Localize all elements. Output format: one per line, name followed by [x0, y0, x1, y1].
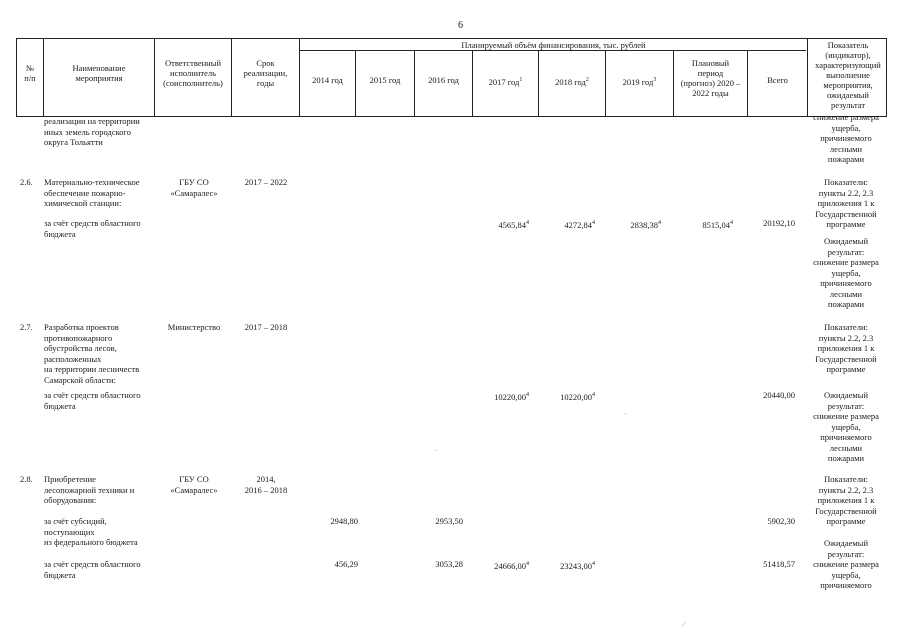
row-number: 2.7. — [20, 322, 33, 332]
funding-source: за счёт средств областного бюджета — [44, 390, 141, 411]
responsible-executor: ГБУ СО «Самаралес» — [170, 474, 218, 495]
col-header-2018: 2018 год$^2$ — [555, 76, 589, 87]
col-header-2014: 2014 год — [312, 75, 343, 85]
value-total: 20192,10 — [763, 218, 795, 228]
col-header-period: Срок реализации, годы — [243, 58, 288, 88]
expected-result-block: Ожидаемый результат: снижение размера ущерба, причиняемого лесными пожарами — [813, 390, 879, 463]
col-header-2015: 2015 год — [369, 75, 401, 85]
value-2018: 10220,00$^4$ — [560, 391, 595, 402]
col-header-indicator: Показатель (индикатор), характеризующий выполнение мероприятия, ожидаемый результат — [815, 40, 881, 110]
expected-result-block: Ожидаемый результат: снижение размера ущерба, причиняемого лесными пожарами — [813, 236, 879, 309]
col-header-planned: Плановый период (прогноз) 2020 – 2022 годы — [680, 58, 741, 98]
carryover-indicator: снижение размера ущерба, причиняемого лесными пожарами — [813, 112, 879, 164]
value-2017: 10220,00$^4$ — [494, 391, 529, 402]
col-header-2016: 2016 год — [428, 75, 459, 85]
activity-name: Приобретение лесопожарной техники и оборудования: — [44, 474, 135, 505]
group-divider — [299, 50, 806, 51]
value-planned: 8515,04$^4$ — [702, 219, 733, 230]
funding-source-federal: за счёт субсидий, поступающих из федерального бюджета — [44, 516, 138, 547]
scan-speck: ⁄ — [683, 620, 685, 629]
indicator-block: Показатели: пункты 2.2, 2.3 приложения 1 к Государственной программе — [815, 322, 877, 374]
regional-2018: 23243,00$^4$ — [560, 560, 595, 571]
federal-2016: 2953,50 — [435, 516, 463, 526]
row-number: 2.6. — [20, 177, 33, 187]
indicator-block: Показатели: пункты 2.2, 2.3 приложения 1 к Государственной программе — [815, 474, 877, 526]
col-header-total: Всего — [767, 75, 788, 85]
funding-source-regional: за счёт средств областного бюджета — [44, 559, 141, 580]
federal-2014: 2948,80 — [330, 516, 358, 526]
row-number: 2.8. — [20, 474, 33, 484]
regional-2016: 3053,28 — [435, 559, 463, 569]
value-2019: 2838,38$^4$ — [630, 219, 661, 230]
col-header-num: № п/п — [24, 63, 36, 83]
regional-total: 51418,57 — [763, 559, 795, 569]
value-2018: 4272,84$^4$ — [564, 219, 595, 230]
col-header-2019: 2019 год$^3$ — [622, 76, 657, 87]
implementation-period: 2017 – 2022 — [244, 177, 288, 187]
responsible-executor: ГБУ СО «Самаралес» — [170, 177, 218, 198]
activity-name: Материально-техническое обеспечение пожарно- химической станции: — [44, 177, 140, 208]
implementation-period: 2014, 2016 – 2018 — [244, 474, 288, 495]
regional-2017: 24666,00$^4$ — [494, 560, 529, 571]
scan-speck: · — [435, 446, 438, 455]
value-2017: 4565,84$^4$ — [498, 219, 529, 230]
col-header-2017: 2017 год$^1$ — [488, 76, 523, 87]
table-header — [16, 38, 887, 117]
regional-2014: 456,29 — [334, 559, 358, 569]
col-header-name: Наименование мероприятия — [72, 63, 126, 83]
expected-result-block: Ожидаемый результат: снижение размера ущерба, причиняемого — [813, 538, 879, 590]
funding-source: за счёт средств областного бюджета — [44, 218, 141, 239]
col-header-financing: Планируемый объём финансирования, тыс. рублей — [461, 40, 646, 50]
carryover-name: реализации на территории иных земель городского округа Тольятти — [44, 116, 140, 147]
federal-total: 5902,30 — [767, 516, 795, 526]
indicator-block: Показатели: пункты 2.2, 2.3 приложения 1 к Государственной программе — [815, 177, 877, 229]
responsible-executor: Министерство — [167, 322, 221, 332]
activity-name: Разработка проектов противопожарного обустройства лесов, расположенных на территории лесничеств Самарской области: — [44, 322, 140, 385]
page-number: 6 — [458, 20, 463, 31]
implementation-period: 2017 – 2018 — [244, 322, 288, 332]
scan-speck: · — [624, 410, 627, 419]
value-total: 20440,00 — [763, 390, 795, 400]
col-header-responsible: Ответственный исполнитель (соисполнитель) — [163, 58, 223, 88]
